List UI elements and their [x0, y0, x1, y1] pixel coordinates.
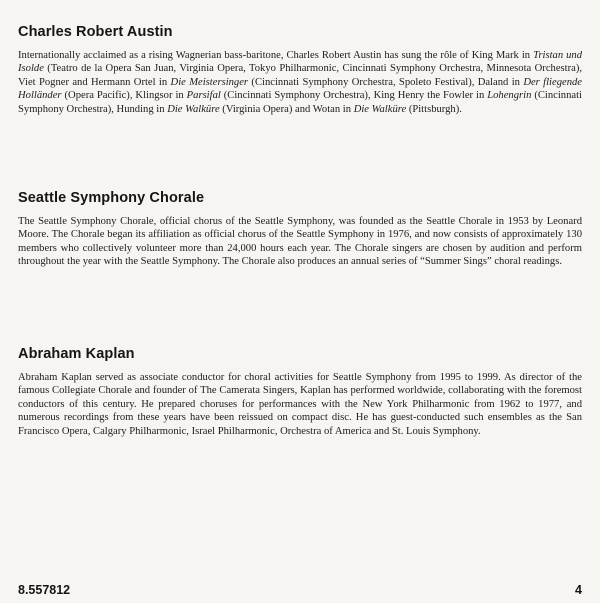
- catalog-number: 8.557812: [18, 583, 71, 597]
- section-heading: Charles Robert Austin: [18, 24, 173, 40]
- section-charles-robert-austin: [18, 24, 582, 116]
- text-run: Internationally acclaimed as a rising Wagnerian bass-baritone, Charles Robert Austin has sung the rôle of King Mark in: [18, 50, 534, 61]
- text-run: (Virginia Opera) and Wotan in: [219, 103, 354, 115]
- italic-title: Tristan und Isolde: [18, 50, 582, 75]
- text-run: (Cincinnati Symphony Orchestra), Hunding in: [18, 90, 582, 115]
- text-run: (Cincinnati Symphony Orchestra, Spoleto Festival), Daland in: [248, 76, 524, 88]
- section-abraham-kaplan: [18, 346, 582, 438]
- section-body: [18, 215, 582, 269]
- text-run: The Seattle Symphony Chorale, official chorus of the Seattle Symphony, was founded as the Seattle Chorale in 1953 by Leonard Moore. The Chorale began its affiliation as official chorus of the Seattle Symphony in 1976, and now consists of approximately 130 members who collectively volunteer more than 24,000 hours each year. The Chorale singers are chosen by audition and perform throughout the year with the Seattle Symphony. The Chorale also produces an annual series of “Summer Sings” choral readings.: [18, 216, 582, 268]
- italic-title: Parsifal: [186, 90, 221, 102]
- text-run: (Teatro de la Opera San Juan, Virginia Opera, Tokyo Philharmonic, Cincinnati Symphony Orchestra, Minnesota Orchestra), Viet Pogner and Hermann Ortel in: [18, 63, 582, 88]
- section-heading: Seattle Symphony Chorale: [18, 190, 205, 206]
- text-run: (Opera Pacific), Klingsor in: [61, 90, 187, 102]
- text-run: (Pittsburgh).: [406, 103, 462, 115]
- italic-title: Die Walküre: [353, 103, 407, 115]
- section-heading: Abraham Kaplan: [18, 346, 135, 362]
- text-run: (Cincinnati Symphony Orchestra), King Henry the Fowler in: [220, 90, 488, 102]
- italic-title: Lohengrin: [487, 90, 532, 102]
- section-body: [18, 49, 582, 116]
- italic-title: Die Meistersinger: [170, 76, 249, 88]
- section-body: [18, 371, 582, 438]
- italic-title: Der fliegende Holländer: [18, 76, 582, 102]
- section-seattle-symphony-chorale: [18, 190, 582, 269]
- italic-title: Die Walküre: [167, 103, 220, 115]
- text-run: Abraham Kaplan served as associate conductor for choral activities for Seattle Symphony from 1995 to 1999. As director of the famous Collegiate Chorale and founder of The Camerata Singers, Kaplan has performed worldwide, collaborating with the foremost conductors of this century. He prepared choruses for performances with the New York Philharmonic from 1962 to 1977, and numerous recordings from these years have been reissued on compact disc. He has guest-conducted such ensembles as the San Francisco Opera, Calgary Philharmonic, Israel Philharmonic, Orchestra of America and St. Louis Symphony.: [18, 372, 582, 437]
- page-number: 4: [575, 583, 582, 597]
